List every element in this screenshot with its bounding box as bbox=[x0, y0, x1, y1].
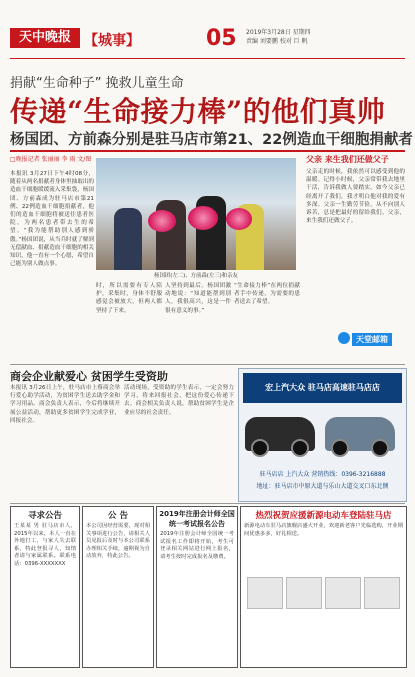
car-image bbox=[325, 417, 395, 451]
bouquet bbox=[188, 206, 218, 230]
lead-column-4: “生命接力棒”在两位捐献者手中传递，为需要的患者送去了希望。 bbox=[234, 283, 300, 306]
lead-column-1: 本报讯 3月27日下午4时08分，随着从两名捐献者身体里抽取出的造血干细胞缓缓流入采集袋，杨国团、方前森成为驻马店市第21例、22例造血干细胞捐献者，他们的造血干细胞将被送往患者医院，为两名患者带去生的希望。“我为能帮助别人感到骄傲。”杨国团说，从当兵时就了解到无偿献血、捐献造血干细胞的相关知识，他一直有一个心愿，希望自己能为别人做点事。 bbox=[10, 171, 95, 268]
product-thumbnail bbox=[364, 577, 400, 609]
notice-box bbox=[156, 506, 238, 668]
car-image bbox=[245, 417, 315, 451]
wheel-icon bbox=[371, 439, 389, 457]
section-divider bbox=[10, 364, 405, 365]
notice-title: 公 告 bbox=[108, 511, 128, 521]
notice-box bbox=[10, 506, 80, 668]
sidebar-body: 父亲走的时候，我依然可以感受到他的温暖。记得小时候，父亲常带我去地里干活，告诉我做人要踏实。如今父亲已经离开了我们，我才明白他对我的爱有多深。父亲一生勤劳节俭，从不向别人诉苦，总是把最好的留给我们。父亲，来生我们还做父子。 bbox=[306, 169, 405, 225]
masthead bbox=[10, 18, 405, 64]
product-thumbnails bbox=[247, 547, 400, 617]
car-ad-hotline: 驻马店店 上汽大众 营销热线：0396-3216888 bbox=[259, 471, 386, 478]
car-advertisement bbox=[238, 368, 407, 502]
dateline-editors: 责编 刘要鹏 校对 巨 帆 bbox=[246, 38, 308, 45]
store-ad-box bbox=[240, 506, 407, 668]
lead-subhead: 杨国团、方前森分别是驻马店市第21、22例造血干细胞捐献者 bbox=[10, 132, 413, 148]
mailbox-icon bbox=[338, 332, 350, 344]
product-thumbnail bbox=[325, 577, 361, 609]
bouquet bbox=[226, 208, 252, 230]
dateline bbox=[246, 28, 406, 46]
product-thumbnail bbox=[286, 577, 322, 609]
wheel-icon bbox=[331, 439, 349, 457]
headline-rule bbox=[10, 150, 405, 152]
bouquet bbox=[148, 210, 176, 232]
wheel-icon bbox=[291, 439, 309, 457]
store-ad-title: 热烈祝贺应援新源电动车登陆驻马店 bbox=[255, 511, 392, 521]
car-ad-title: 宏上汽大众 驻马店高速驻马店店 bbox=[243, 373, 402, 403]
photo-caption: 杨国团(左二)、方前森(左三)和亲友 bbox=[154, 273, 238, 279]
wheel-icon bbox=[251, 439, 269, 457]
notice-body: 2019年注册会计师全国统一考试报名工作即将开始，考生可登录相关网站进行网上报名，请考生按时完成报名及缴费。 bbox=[160, 531, 234, 560]
photo-person bbox=[114, 208, 142, 270]
notice-body: 王某某 男 驻马店市人，2015年以来，本人一直在外地打工，与家人失去联系，特此登报寻人，知情者请与家属联系。联系电话：0396-XXXXXXX bbox=[14, 523, 76, 567]
dateline-date: 2019年3月28日 星期四 bbox=[246, 29, 311, 36]
car-ad-address: 地址：驻马店市中原大道与乐山大道交叉口东北侧 bbox=[256, 483, 389, 490]
lead-headline: 传递“生命接力棒”的他们真帅 bbox=[10, 95, 386, 128]
masthead-rule bbox=[10, 58, 405, 59]
notice-title: 2019年注册会计师全国统一考试报名公告 bbox=[159, 510, 235, 528]
store-ad-body: 新源电动车驻马店旗舰店盛大开业，欢迎新老客户光临选购，开业期间优惠多多，好礼相送。 bbox=[244, 523, 403, 537]
story2-headline: 商会企业献爱心 贫困学生受资助 bbox=[10, 370, 168, 383]
page-number: 05 bbox=[206, 26, 237, 51]
section-title: 【城事】 bbox=[84, 33, 140, 49]
notice-box bbox=[82, 506, 154, 668]
lead-column-2: 时，所以需要有专人陪护，采集时，身体不舒服感觉会被放大，但两人都坚持了下来。 bbox=[96, 283, 162, 314]
product-thumbnail bbox=[247, 577, 283, 609]
newspaper-logo: 天中晚报 bbox=[10, 28, 80, 48]
notice-title: 寻求公告 bbox=[27, 511, 62, 521]
section-divider bbox=[10, 503, 405, 504]
notice-body: 本公司因经营需要，现对相关事项进行公告，请相关人员见报后及时与本公司联系办理相关手续，逾期视为自动放弃，特此公告。 bbox=[86, 523, 150, 560]
sidebar-tag: 天堂邮箱 bbox=[352, 333, 392, 346]
story2-column-2: 活动现场，受资助的学生表示，一定会努力学习，将来回报社会，把这份爱心传递下去。商会相关负责人说，帮助贫困学生是企业应尽的社会责任。 bbox=[124, 385, 234, 416]
lead-column-3: 人坚持到最后。杨国团激动地说：“知道能帮到别人，我很高兴，这是一件很有意义的事。” bbox=[165, 283, 231, 314]
lead-byline: □晚报记者 张丽丽 李 雨 文/图 bbox=[10, 156, 92, 163]
lead-kicker: 捐献“生命种子” 挽救儿童生命 bbox=[10, 76, 184, 91]
sidebar-title: 父亲 来生我们还做父子 bbox=[306, 155, 389, 164]
lead-photo bbox=[96, 158, 296, 270]
story2-column-1: 本报讯 3月26日上午，驻马店市上蔡商会举行爱心助学活动，为贫困学生送去助学金和学习用品。商会负责人表示，今后将继续开展公益活动，帮助更多贫困学生完成学业，回报社会。 bbox=[10, 385, 120, 424]
